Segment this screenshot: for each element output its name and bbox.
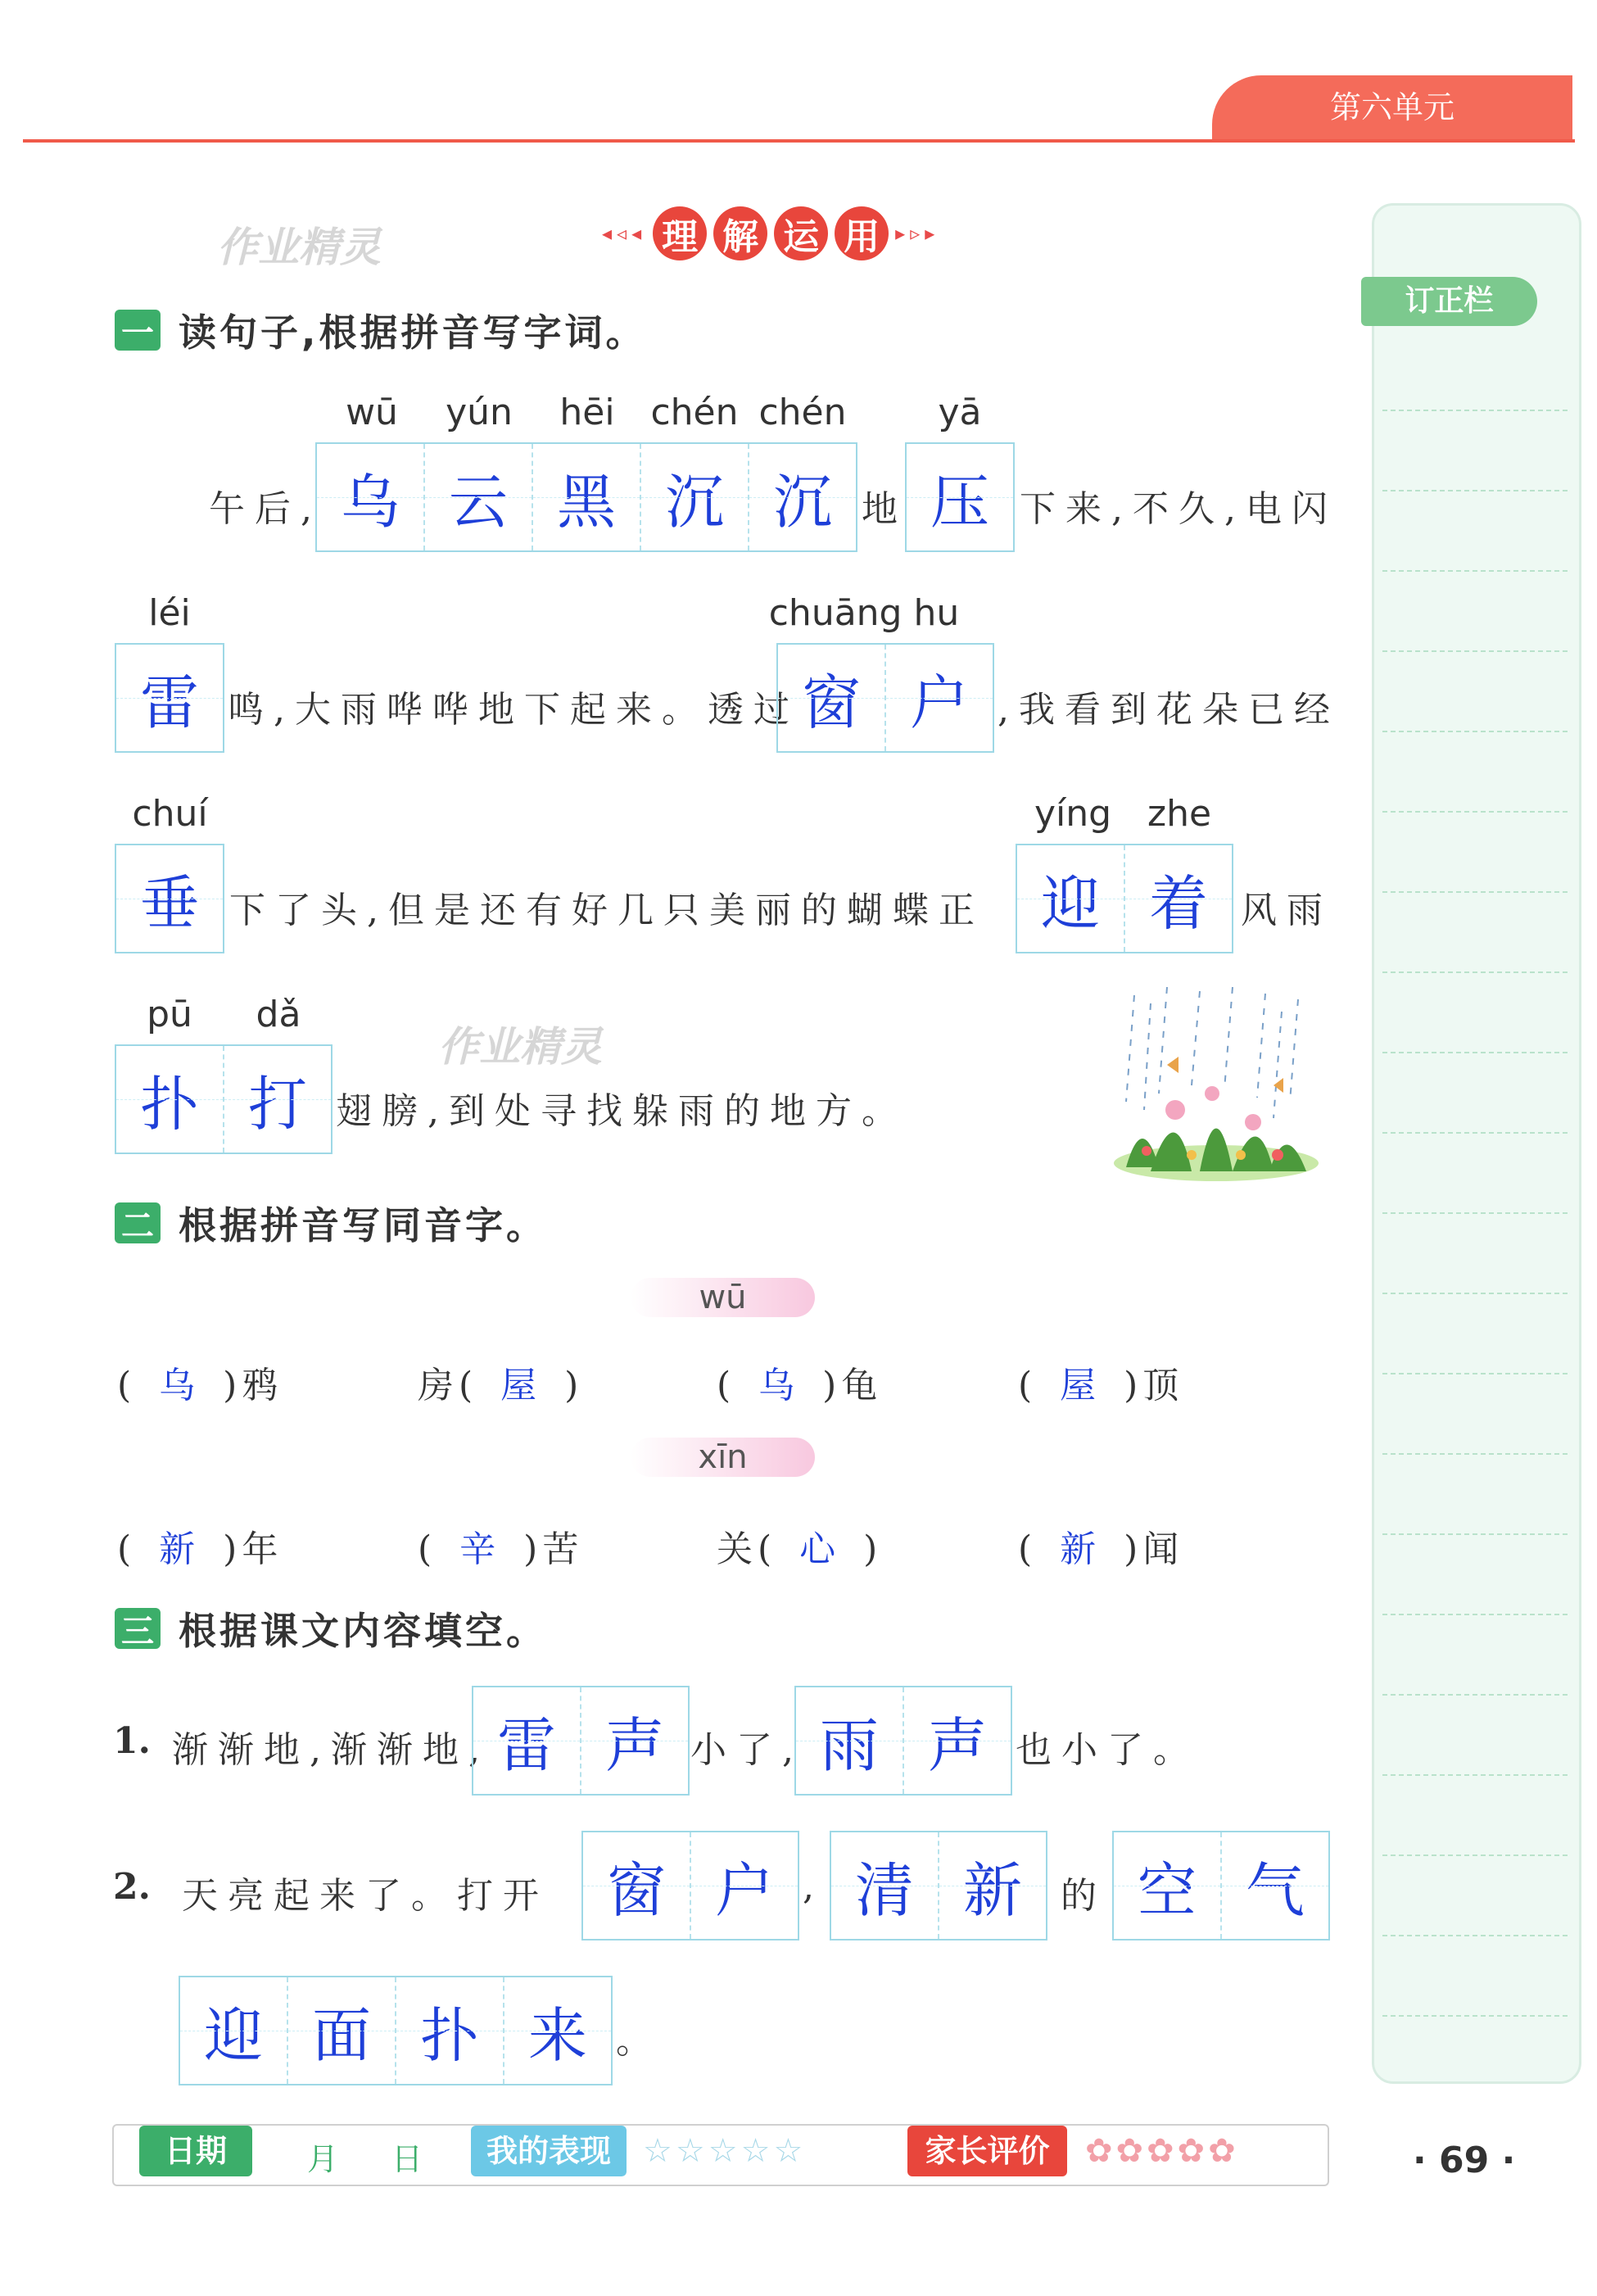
homophone-answer: 屋 [1060, 1365, 1102, 1406]
correction-rule [1382, 891, 1568, 893]
answer-char: 云 [425, 444, 533, 550]
page-number: · 69 · [1413, 2140, 1516, 2181]
sentence-text: ,我看到花朵已经 [998, 689, 1340, 731]
sentence-text: , [803, 1866, 824, 1908]
homophone-suffix: )闻 [1124, 1528, 1184, 1570]
homophone-suffix: )苦 [523, 1528, 584, 1570]
q1-number: 一 [115, 310, 161, 351]
watermark: 作业精灵 [217, 224, 381, 271]
answer-char: 迎 [180, 1977, 288, 2084]
answer-char: 迎 [1017, 845, 1125, 952]
homophone-suffix: ) [564, 1365, 584, 1406]
left-arrows: ◂◃◂ [602, 222, 647, 245]
homophone-answer: 新 [1060, 1528, 1102, 1570]
answer-char: 面 [288, 1977, 396, 2084]
answer-char: 扑 [396, 1977, 504, 2084]
title-char: 用 [835, 206, 889, 260]
correction-rule [1382, 971, 1568, 973]
homophone-item [418, 1356, 583, 1408]
answer-char: 雷 [473, 1687, 581, 1794]
correction-rule [1382, 1132, 1568, 1134]
answer-boxes [472, 1686, 690, 1796]
homophone-suffix: )年 [223, 1528, 283, 1570]
pinyin: yún [446, 392, 513, 433]
answer-char: 黑 [533, 444, 641, 550]
homophone-prefix: ( [717, 1365, 736, 1406]
pinyin: yā [938, 392, 982, 433]
answer-char: 户 [886, 645, 993, 751]
homophone-prefix: ( [418, 1528, 437, 1570]
q2-heading [115, 1196, 547, 1250]
correction-rule [1382, 1373, 1568, 1374]
homophone-prefix: ( [117, 1528, 137, 1570]
answer-boxes [315, 442, 857, 552]
q2-number: 二 [115, 1202, 161, 1243]
pinyin: wū [346, 392, 398, 433]
title-char: 理 [653, 206, 707, 260]
answer-boxes [1112, 1831, 1330, 1941]
sentence-text: 。 [616, 2020, 662, 2062]
answer-char: 户 [691, 1832, 798, 1939]
rain-flowers-illustration [1110, 987, 1323, 1184]
correction-rule [1382, 1212, 1568, 1214]
pinyin-pill: xīn [631, 1438, 815, 1477]
pinyin: chén [758, 392, 847, 433]
performance-label: 我的表现 [471, 2126, 627, 2176]
correction-rule [1382, 1453, 1568, 1455]
answer-char: 打 [224, 1046, 331, 1153]
sentence-text: 小了, [690, 1729, 803, 1771]
answer-boxes [179, 1976, 613, 2085]
answer-boxes [830, 1831, 1047, 1941]
correction-rule [1382, 1052, 1568, 1053]
homophone-suffix: )鸦 [223, 1365, 283, 1406]
answer-boxes [1016, 844, 1233, 953]
homophone-item [717, 1519, 882, 1572]
homophone-item [117, 1519, 283, 1572]
correction-rule [1382, 1293, 1568, 1294]
correction-column [1372, 203, 1581, 2084]
correction-rule [1382, 1774, 1568, 1776]
homophone-prefix: ( [117, 1365, 137, 1406]
homophone-item [418, 1519, 583, 1572]
homophone-prefix: ( [1018, 1365, 1038, 1406]
answer-char: 清 [831, 1832, 939, 1939]
q3-heading [115, 1601, 547, 1655]
sentence-text: 天亮起来了。打开 [182, 1875, 549, 1917]
answer-char: 声 [581, 1687, 688, 1794]
answer-boxes [115, 1044, 333, 1154]
answer-char: 沉 [749, 444, 856, 550]
sentence-text: 的 [1061, 1875, 1106, 1917]
answer-char: 乌 [317, 444, 425, 550]
title-char: 解 [713, 206, 767, 260]
homophone-prefix: 关( [717, 1528, 777, 1570]
sentence-text: 鸣,大雨哗哗地下起来。透过 [228, 689, 799, 731]
homophone-suffix: )龟 [822, 1365, 883, 1406]
answer-char: 声 [904, 1687, 1011, 1794]
parent-eval-flowers[interactable]: ✿✿✿✿✿ [1085, 2132, 1239, 2170]
homophone-answer: 辛 [459, 1528, 501, 1570]
pinyin-pill: wū [631, 1278, 815, 1317]
correction-rule [1382, 570, 1568, 572]
q2-title: 根据拼音写同音字。 [179, 1203, 547, 1248]
homophone-item [1018, 1519, 1183, 1572]
answer-char: 窗 [583, 1832, 691, 1939]
correction-rule [1382, 731, 1568, 732]
sentence-text: 下了头,但是还有好几只美丽的蝴蝶正 [229, 890, 984, 931]
answer-boxes [581, 1831, 799, 1941]
sentence-text: 午后, [209, 488, 322, 530]
answer-char: 压 [907, 444, 1013, 550]
sentence-text: 地 [862, 488, 907, 530]
pinyin: yíng [1034, 793, 1112, 835]
q1-heading [115, 303, 646, 357]
pinyin: zhe [1147, 793, 1212, 835]
right-arrows: ▸▹▸ [895, 222, 940, 245]
sentence-text: 也小了。 [1016, 1729, 1199, 1771]
performance-stars[interactable]: ☆☆☆☆☆ [643, 2132, 807, 2170]
homophone-answer: 心 [799, 1528, 841, 1570]
answer-boxes [115, 844, 224, 953]
correction-rule [1382, 650, 1568, 652]
day-label: 日 [391, 2141, 423, 2177]
section-title [602, 201, 939, 266]
homophone-item [1018, 1356, 1183, 1408]
pinyin: chuāng hu [768, 592, 960, 634]
watermark: 作业精灵 [438, 1023, 602, 1071]
answer-char: 雷 [116, 645, 223, 751]
correction-rule [1382, 410, 1568, 411]
pinyin: pū [147, 994, 192, 1035]
answer-char: 气 [1222, 1832, 1328, 1939]
answer-char: 扑 [116, 1046, 224, 1153]
correction-rule [1382, 1533, 1568, 1535]
answer-char: 来 [504, 1977, 611, 2084]
parent-eval-label: 家长评价 [907, 2126, 1067, 2176]
sentence-text: 翅膀,到处寻找躲雨的地方。 [336, 1090, 907, 1132]
pinyin: chuí [132, 793, 208, 835]
correction-rule [1382, 490, 1568, 491]
correction-rule [1382, 811, 1568, 813]
header-rule [23, 139, 1575, 143]
sentence-text: 渐渐地,渐渐地, [172, 1729, 490, 1771]
correction-rule [1382, 1854, 1568, 1856]
answer-char: 垂 [116, 845, 223, 952]
q3-title: 根据课文内容填空。 [179, 1609, 547, 1653]
month-label: 月 [307, 2141, 339, 2177]
homophone-answer: 屋 [500, 1365, 542, 1406]
correction-rule [1382, 1694, 1568, 1696]
answer-boxes [905, 442, 1015, 552]
homophone-suffix: )顶 [1124, 1365, 1184, 1406]
q3-number: 三 [115, 1608, 161, 1649]
pinyin: hēi [559, 392, 615, 433]
pinyin: léi [148, 592, 191, 634]
sentence-text: 下来,不久,电闪 [1020, 488, 1337, 530]
answer-char: 新 [939, 1832, 1046, 1939]
unit-tab: 第六单元 [1212, 75, 1572, 139]
homophone-answer: 乌 [159, 1365, 201, 1406]
answer-char: 着 [1125, 845, 1232, 952]
homophone-item [717, 1356, 882, 1408]
answer-boxes [115, 643, 224, 753]
answer-boxes [776, 643, 994, 753]
answer-boxes [794, 1686, 1012, 1796]
correction-rule [1382, 1614, 1568, 1615]
q3-s2-label: 2. [113, 1866, 151, 1908]
answer-char: 沉 [641, 444, 749, 550]
q3-s1-label: 1. [113, 1720, 151, 1762]
homophone-answer: 乌 [758, 1365, 800, 1406]
homophone-prefix: 房( [418, 1365, 478, 1406]
homophone-prefix: ( [1018, 1528, 1038, 1570]
homophone-item [117, 1356, 283, 1408]
homophone-suffix: ) [863, 1528, 883, 1570]
sentence-text: 风雨 [1241, 890, 1332, 931]
date-label: 日期 [139, 2126, 252, 2176]
pinyin: chén [650, 392, 739, 433]
correction-tag: 订正栏 [1361, 277, 1537, 326]
correction-rule [1382, 2015, 1568, 2017]
homophone-answer: 新 [159, 1528, 201, 1570]
pinyin: dǎ [256, 994, 301, 1035]
answer-char: 雨 [796, 1687, 904, 1794]
q1-title: 读句子,根据拼音写字词。 [179, 310, 647, 355]
answer-char: 窗 [778, 645, 886, 751]
correction-rule [1382, 1935, 1568, 1936]
answer-char: 空 [1114, 1832, 1222, 1939]
title-char: 运 [774, 206, 828, 260]
